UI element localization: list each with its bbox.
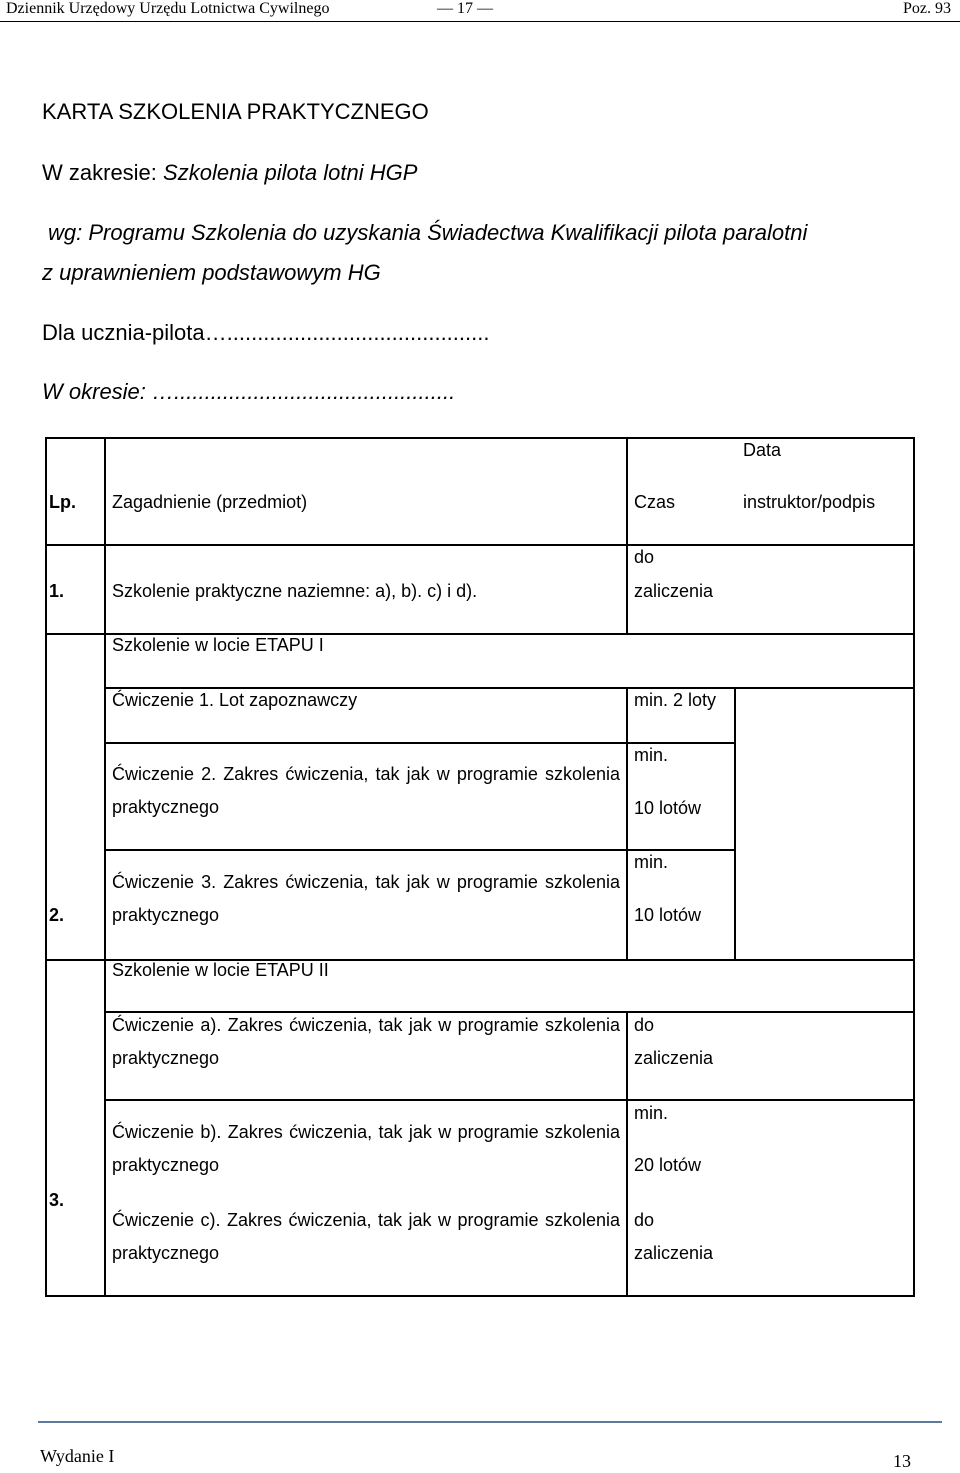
row3-exb: Ćwiczenie b). Zakres ćwiczenia, tak jak w programie szkolenia praktycznego (112, 1122, 620, 1175)
position-number: Poz. 93 (903, 0, 951, 17)
row1-time-line1: do (634, 547, 655, 567)
row1-lp: 1. (49, 581, 65, 601)
col-sep-time-top (626, 437, 628, 633)
doc-title: KARTA SZKOLENIA PRAKTYCZNEGO (42, 99, 429, 124)
row3-exa-time-line1: do (634, 1015, 655, 1035)
table-border-bottom (45, 1295, 915, 1297)
row2-ex2: Ćwiczenie 2. Zakres ćwiczenia, tak jak w programie szkolenia praktycznego (112, 764, 620, 817)
col-sep-date-mid (734, 687, 736, 959)
row2-ex3-time-line1: min. (634, 852, 669, 872)
row3-exa-time-line2: zaliczenia (634, 1048, 714, 1068)
scope-label: W zakresie: (42, 160, 164, 185)
program-line-1: wg: Programu Szkolenia do uzyskania Świadectwa Kwalifikacji pilota paralotni (48, 220, 808, 245)
row3-stage: Szkolenie w locie ETAPU II (112, 960, 329, 980)
edition-label: Wydanie I (40, 1446, 115, 1466)
header-lp: Lp. (49, 492, 76, 512)
journal-name: Dziennik Urzędowy Urzędu Lotnictwa Cywilnego (6, 0, 330, 17)
header-date-line1: Data (743, 440, 782, 460)
row1-subject: Szkolenie praktyczne naziemne: a), b). c) i d). (112, 581, 478, 601)
row3-exb-time-line1: min. (634, 1103, 669, 1123)
header-subject: Zagadnienie (przedmiot) (112, 492, 308, 512)
pupil-field: Dla ucznia-pilota…........................................... (42, 320, 490, 345)
row2-stage: Szkolenie w locie ETAPU I (112, 635, 324, 655)
row2-ex1-time: min. 2 loty (634, 690, 717, 710)
row2-ex2-time-line2: 10 lotów (634, 798, 702, 818)
col-sep-time-bottom (626, 1011, 628, 1297)
page-number: 13 (893, 1451, 911, 1471)
page-header (0, 0, 960, 22)
table-border-right (913, 437, 915, 1297)
row3-exc: Ćwiczenie c). Zakres ćwiczenia, tak jak w programie szkolenia praktycznego (112, 1210, 620, 1263)
row-sep-exa (104, 1099, 915, 1101)
row2-lp: 2. (49, 905, 65, 925)
col-sep-lp (104, 437, 106, 1297)
row3-exb-time-line2: 20 lotów (634, 1155, 702, 1175)
header-date-line2: instruktor/podpis (743, 492, 876, 512)
page-indicator: — 17 — (437, 0, 493, 17)
row3-exa: Ćwiczenie a). Zakres ćwiczenia, tak jak w programie szkolenia praktycznego (112, 1015, 620, 1068)
header-rule (0, 21, 960, 22)
training-table (45, 437, 915, 1297)
row1-time-line2: zaliczenia (634, 581, 714, 601)
row2-ex3-time-line2: 10 lotów (634, 905, 702, 925)
row-sep-header (45, 544, 915, 546)
row3-lp: 3. (49, 1190, 65, 1210)
table-border-top (45, 437, 915, 439)
footer-rule (38, 1421, 942, 1423)
row3-exc-time-line1: do (634, 1210, 655, 1230)
program-line-2: z uprawnieniem podstawowym HG (42, 260, 381, 285)
col-sep-time-mid (626, 687, 628, 959)
header-time: Czas (634, 492, 676, 512)
row2-ex2-time-line1: min. (634, 745, 669, 765)
row2-ex1: Ćwiczenie 1. Lot zapoznawczy (112, 690, 358, 710)
row2-ex3: Ćwiczenie 3. Zakres ćwiczenia, tak jak w programie szkolenia praktycznego (112, 872, 620, 925)
period-field: W okresie: ….............................................. (42, 379, 456, 404)
row3-exc-time-line2: zaliczenia (634, 1243, 714, 1263)
table-border-left (45, 437, 47, 1297)
scope-value: Szkolenia pilota lotni HGP (163, 160, 418, 185)
scope-line (42, 160, 417, 186)
